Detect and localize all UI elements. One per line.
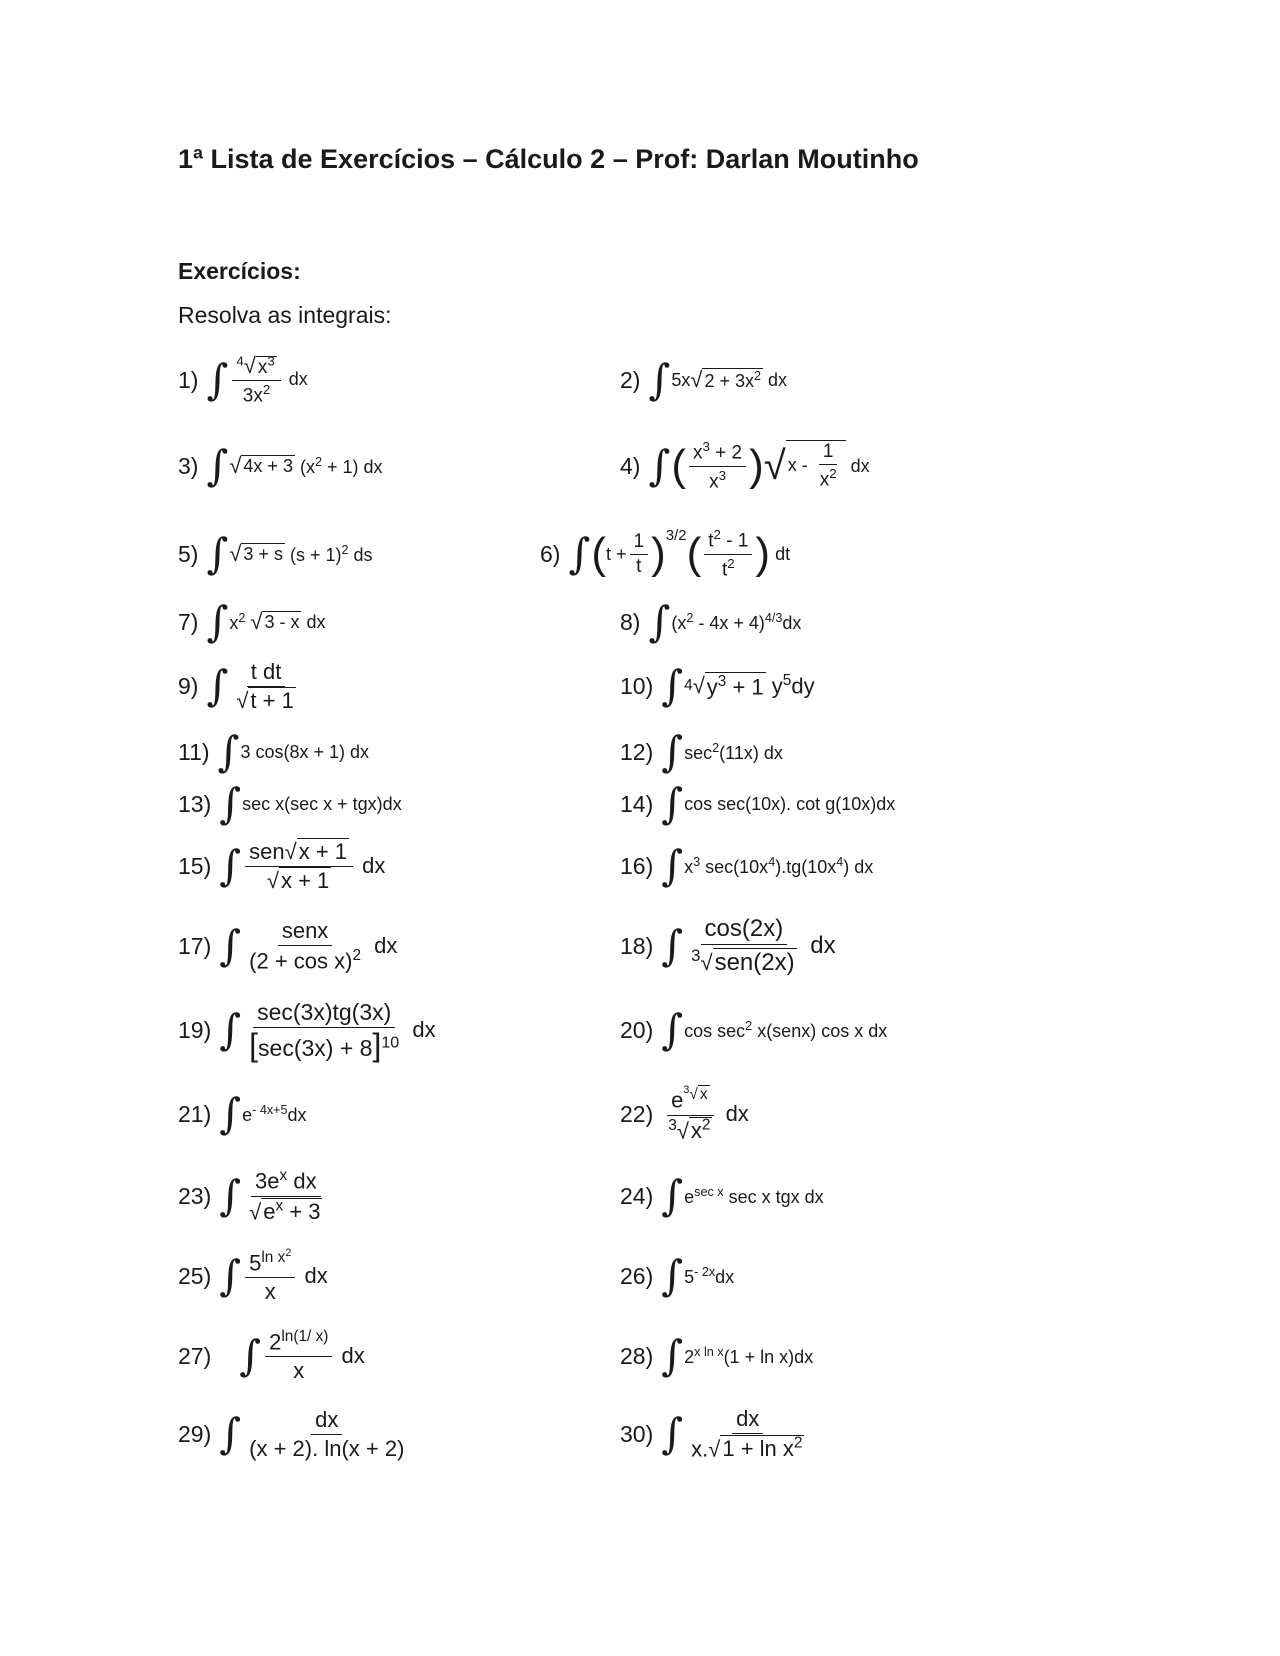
exercise-expression: $\frac{e^{^3√ x}}{^3√x^2}$ dx: [668, 1084, 749, 1143]
exercise-expression: ∫ $(x^2 - 4x + 4)^{4/3}dx$: [648, 597, 802, 646]
exercise-19: [178, 994, 436, 1066]
exercise-number: 17): [178, 932, 212, 959]
exercise-number: 23): [178, 1182, 212, 1209]
exercise-21: [178, 1078, 307, 1150]
exercise-number: 27): [178, 1342, 212, 1369]
exercise-number: 15): [178, 852, 212, 879]
page-title: 1ª Lista de Exercícios – Cálculo 2 – Prof: Darlan Moutinho: [178, 144, 919, 174]
exercise-1: [178, 344, 308, 416]
exercise-number: 29): [178, 1420, 212, 1447]
exercise-expression: ∫ $\frac{dx}{x.√1 + \ln x^2}$: [661, 1405, 803, 1462]
exercise-number: 6): [540, 540, 561, 567]
exercise-4: [620, 430, 870, 502]
exercise-expression: ∫ sec x(sec x + tgx)dx: [219, 779, 402, 828]
exercise-expression: ∫ $\frac{\text{senx}}{(2 + \cos x)^2}$ dx: [219, 917, 398, 974]
exercise-7: [178, 586, 325, 658]
section-heading: Exercícios:: [178, 258, 301, 284]
exercise-number: 18): [620, 932, 654, 959]
exercise-number: 25): [178, 1262, 212, 1289]
exercise-expression: ∫ $x^2$ √ 3 - x dx: [206, 597, 326, 646]
exercise-25: [178, 1240, 328, 1312]
exercise-number: 19): [178, 1016, 212, 1043]
exercise-26: [620, 1240, 734, 1312]
exercise-29: [178, 1398, 411, 1470]
exercise-number: 1): [178, 366, 199, 393]
exercise-number: 21): [178, 1100, 212, 1127]
exercise-24: [620, 1160, 824, 1232]
exercise-expression: ∫ ( t + $\frac{1}{t}$ ) 3/2 ( $\frac{t^2 - 1}{t^2}$ ) dt: [568, 527, 791, 580]
exercise-16: [620, 830, 873, 902]
exercise-27: [178, 1320, 365, 1392]
exercise-number: 8): [620, 608, 641, 635]
exercise-3: [178, 430, 383, 502]
exercise-expression: ∫ $\frac{\text{sen√x + 1}}{√x + 1}$ dx: [219, 838, 386, 893]
exercise-expression: ∫ 3 cos(8x + 1) dx: [217, 727, 369, 776]
exercise-expression: ∫ √ 3 + s $(s + 1)^2$ ds: [206, 529, 373, 578]
exercise-expression: ∫ $\sec^2(11x)$ dx: [661, 727, 783, 776]
exercise-number: 20): [620, 1016, 654, 1043]
exercise-expression: ∫ $\frac{\text{t dt}}{√t + 1}$: [206, 658, 294, 713]
exercise-2: [620, 344, 787, 416]
exercise-number: 12): [620, 738, 654, 765]
exercise-expression: ∫ cos sec(10x). cot g(10x)dx: [661, 779, 896, 828]
exercise-23: [178, 1160, 329, 1232]
exercise-number: 30): [620, 1420, 654, 1447]
exercise-expression: ∫ $\frac{dx}{(x + 2). \ln(x + 2)}$: [219, 1406, 405, 1461]
exercise-number: 5): [178, 540, 199, 567]
exercise-number: 2): [620, 366, 641, 393]
exercise-expression: ∫ $\frac{\sec(3x)tg(3x)}{[\sec(3x) + 8]^{10}}$ dx: [219, 998, 436, 1063]
exercise-18: [620, 910, 836, 982]
exercise-15: [178, 830, 385, 902]
exercise-number: 3): [178, 452, 199, 479]
exercise-number: 13): [178, 790, 212, 817]
exercise-9: [178, 650, 303, 722]
exercise-number: 28): [620, 1342, 654, 1369]
exercise-expression: ∫ $\frac{3e^x dx}{√e^x + 3}$: [219, 1167, 321, 1224]
exercise-number: 22): [620, 1100, 654, 1127]
exercise-22: [620, 1078, 749, 1150]
exercise-number: 16): [620, 852, 654, 879]
exercise-30: [620, 1398, 811, 1470]
exercise-number: 11): [178, 738, 210, 765]
exercise-20: [620, 994, 887, 1066]
exercise-expression: ∫ $e^{sec x}$ sec x tgx dx: [661, 1171, 824, 1220]
exercise-6: [540, 518, 790, 590]
exercise-28: [620, 1320, 813, 1392]
exercise-expression: ∫ 4 √ $y^3 + 1$ $y^5dy$: [661, 661, 815, 710]
exercise-number: 10): [620, 672, 654, 699]
exercise-number: 24): [620, 1182, 654, 1209]
exercise-expression: ∫ $2^{x ln x}(1 + \ln x)dx$: [661, 1331, 814, 1380]
exercise-expression: ∫ $\frac{5^{ln x^2}}{x}$ dx: [219, 1246, 328, 1305]
exercise-number: 9): [178, 672, 199, 699]
exercise-expression: ∫ √ 4x + 3 $(x^2 + 1)$ dx: [206, 441, 383, 490]
exercise-8: [620, 586, 801, 658]
exercise-expression: ∫ $e^{- 4x+5}dx$: [219, 1089, 307, 1138]
exercise-17: [178, 910, 397, 982]
exercise-number: 14): [620, 790, 654, 817]
exercise-expression: ∫ $\cos \sec^2$ x(senx) cos x dx: [661, 1005, 888, 1054]
exercise-10: [620, 650, 815, 722]
exercise-expression: ∫ 5x √ $2 + 3x^2$ dx: [648, 355, 788, 404]
exercise-expression: ∫ $\frac{\cos(2x)}{^3√sen(2x)}$ dx: [661, 915, 836, 976]
exercise-expression: ∫ $\frac{2^{ln(1/ x)}}{x}$ dx: [239, 1327, 365, 1384]
exercise-number: 4): [620, 452, 641, 479]
instructions: Resolva as integrais:: [178, 302, 392, 328]
exercise-expression: ∫ $x^3$ $\sec(10x^4).tg(10x^4)$ dx: [661, 841, 874, 890]
exercise-number: 26): [620, 1262, 654, 1289]
exercise-expression: ∫ $\frac{^4√ x^3}{3x^2}$ dx: [206, 352, 308, 407]
exercise-number: 7): [178, 608, 199, 635]
exercise-expression: ∫ $5^{- 2x}dx$: [661, 1251, 735, 1300]
exercise-expression: ∫ ( $\frac{x^3 + 2}{x^3}$ ) √ x - $\frac{1}{x^2}$ dx: [648, 439, 870, 492]
exercise-5: [178, 518, 373, 590]
